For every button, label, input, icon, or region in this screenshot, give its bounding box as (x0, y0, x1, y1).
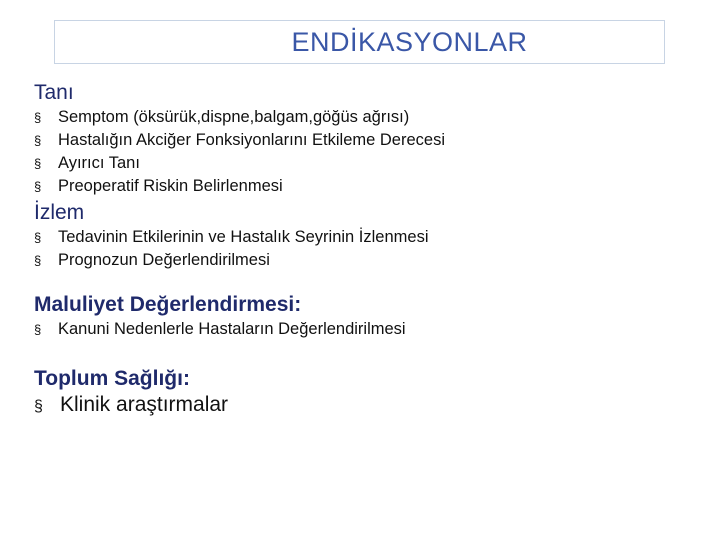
bullet-icon: § (34, 230, 42, 245)
section-heading-tani: Tanı (34, 81, 74, 104)
list-item (34, 318, 694, 341)
list-item (34, 249, 694, 272)
list-item (34, 392, 694, 420)
bullet-icon: § (34, 133, 42, 148)
list-tani (34, 106, 694, 198)
list-item-text: Klinik araştırmalar (60, 393, 229, 416)
slide-content (34, 80, 694, 420)
list-item-text: Preoperatif Riskin Belirlenmesi (58, 177, 283, 195)
list-item-text: Ayırıcı Tanı (58, 154, 140, 172)
list-item (34, 175, 694, 198)
list-item (34, 152, 694, 175)
list-item (34, 106, 694, 129)
bullet-icon: § (34, 156, 42, 171)
section-heading-izlem: İzlem (34, 201, 85, 224)
list-item-text: Kanuni Nedenlerle Hastaların Değerlendirilmesi (58, 320, 406, 338)
list-item-text: Tedavinin Etkilerinin ve Hastalık Seyrinin İzlenmesi (58, 228, 429, 246)
section-heading-toplum: Toplum Sağlığı: (34, 367, 190, 390)
list-maluliyet (34, 318, 694, 341)
list-item-text: Prognozun Değerlendirilmesi (58, 251, 270, 269)
list-item (34, 226, 694, 249)
list-izlem (34, 226, 694, 272)
slide-title: ENDİKASYONLAR (291, 26, 528, 57)
bullet-icon: § (34, 322, 42, 337)
list-item (34, 129, 694, 152)
bullet-icon: § (34, 398, 43, 415)
bullet-icon: § (34, 179, 42, 194)
list-item-text: Semptom (öksürük,dispne,balgam,göğüs ağrısı) (58, 108, 410, 126)
bullet-icon: § (34, 253, 42, 268)
title-box (54, 20, 665, 64)
list-item-text: Hastalığın Akciğer Fonksiyonlarını Etkileme Derecesi (58, 131, 445, 149)
section-heading-maluliyet: Maluliyet Değerlendirmesi: (34, 293, 302, 316)
bullet-icon: § (34, 110, 42, 125)
